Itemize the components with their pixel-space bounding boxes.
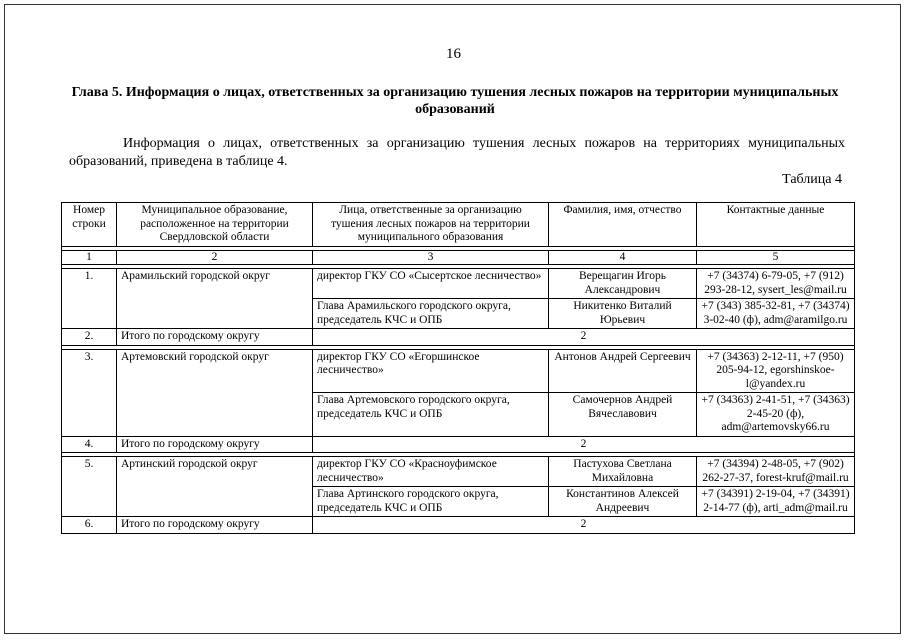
document-page bbox=[4, 4, 901, 634]
index-cell: 5 bbox=[697, 250, 855, 265]
total-row bbox=[62, 329, 855, 346]
responsible-role: Глава Арамильского городского округа, председатель КЧС и ОПБ bbox=[313, 299, 549, 329]
header-cell: Муниципальное образование, расположенное на территории Свердловской области bbox=[117, 203, 313, 247]
person-name: Константинов Алексей Андреевич bbox=[549, 487, 697, 517]
contact-data: +7 (34391) 2-19-04, +7 (34391) 2-14-77 (ф), arti_adm@mail.ru bbox=[697, 487, 855, 517]
header-cell: Номер строки bbox=[62, 203, 117, 247]
total-value: 2 bbox=[313, 436, 855, 453]
contact-data: +7 (34374) 6-79-05, +7 (912) 293-28-12, sysert_les@mail.ru bbox=[697, 269, 855, 299]
municipality-cell: Артинский городской округ bbox=[117, 457, 313, 517]
total-label: Итого по городскому округу bbox=[117, 329, 313, 346]
index-cell: 3 bbox=[313, 250, 549, 265]
responsible-role: Глава Артинского городского округа, председатель КЧС и ОПБ bbox=[313, 487, 549, 517]
total-row bbox=[62, 436, 855, 453]
row-number: 2. bbox=[62, 329, 117, 346]
page-number: 16 bbox=[446, 46, 461, 62]
person-name: Никитенко Виталий Юрьевич bbox=[549, 299, 697, 329]
row-number: 4. bbox=[62, 436, 117, 453]
person-name: Самочернов Андрей Вячеславович bbox=[549, 393, 697, 437]
total-value: 2 bbox=[313, 517, 855, 534]
responsible-persons-table bbox=[61, 202, 855, 534]
intro-paragraph: Информация о лицах, ответственных за организацию тушения лесных пожаров на территориях муниципальных образований, приведена в таблице 4. bbox=[69, 136, 845, 169]
responsible-role: директор ГКУ СО «Красноуфимское лесничество» bbox=[313, 457, 549, 487]
municipality-cell: Артемовский городской округ bbox=[117, 349, 313, 436]
table-caption: Таблица 4 bbox=[782, 172, 842, 187]
column-index-row bbox=[62, 250, 855, 265]
total-value: 2 bbox=[313, 329, 855, 346]
contact-data: +7 (34363) 2-41-51, +7 (34363) 2-45-20 (ф), adm@artemovsky66.ru bbox=[697, 393, 855, 437]
contact-data: +7 (34363) 2-12-11, +7 (950) 205-94-12, egorshinskoe-l@yandex.ru bbox=[697, 349, 855, 393]
header-cell: Лица, ответственные за организацию тушения лесных пожаров на территории муниципального образования bbox=[313, 203, 549, 247]
person-name: Верещагин Игорь Александрович bbox=[549, 269, 697, 299]
total-row bbox=[62, 517, 855, 534]
contact-data: +7 (343) 385-32-81, +7 (34374) 3-02-40 (ф), adm@aramilgo.ru bbox=[697, 299, 855, 329]
table-header-row bbox=[62, 203, 855, 247]
index-cell: 4 bbox=[549, 250, 697, 265]
contact-data: +7 (34394) 2-48-05, +7 (902) 262-27-37, forest-kruf@mail.ru bbox=[697, 457, 855, 487]
row-number: 1. bbox=[62, 269, 117, 329]
header-cell: Контактные данные bbox=[697, 203, 855, 247]
index-cell: 1 bbox=[62, 250, 117, 265]
responsible-role: директор ГКУ СО «Егоршинское лесничество» bbox=[313, 349, 549, 393]
row-number: 3. bbox=[62, 349, 117, 436]
chapter-title: Глава 5. Информация о лицах, ответственных за организацию тушения лесных пожаров на территории муниципальных образований bbox=[71, 85, 839, 117]
table-row bbox=[62, 457, 855, 487]
row-number: 5. bbox=[62, 457, 117, 517]
municipality-cell: Арамильский городской округ bbox=[117, 269, 313, 329]
person-name: Антонов Андрей Сергеевич bbox=[549, 349, 697, 393]
table-row bbox=[62, 349, 855, 393]
index-cell: 2 bbox=[117, 250, 313, 265]
table-row bbox=[62, 269, 855, 299]
total-label: Итого по городскому округу bbox=[117, 436, 313, 453]
responsible-role: директор ГКУ СО «Сысертское лесничество» bbox=[313, 269, 549, 299]
total-label: Итого по городскому округу bbox=[117, 517, 313, 534]
responsible-role: Глава Артемовского городского округа, председатель КЧС и ОПБ bbox=[313, 393, 549, 437]
person-name: Пастухова Светлана Михайловна bbox=[549, 457, 697, 487]
header-cell: Фамилия, имя, отчество bbox=[549, 203, 697, 247]
row-number: 6. bbox=[62, 517, 117, 534]
